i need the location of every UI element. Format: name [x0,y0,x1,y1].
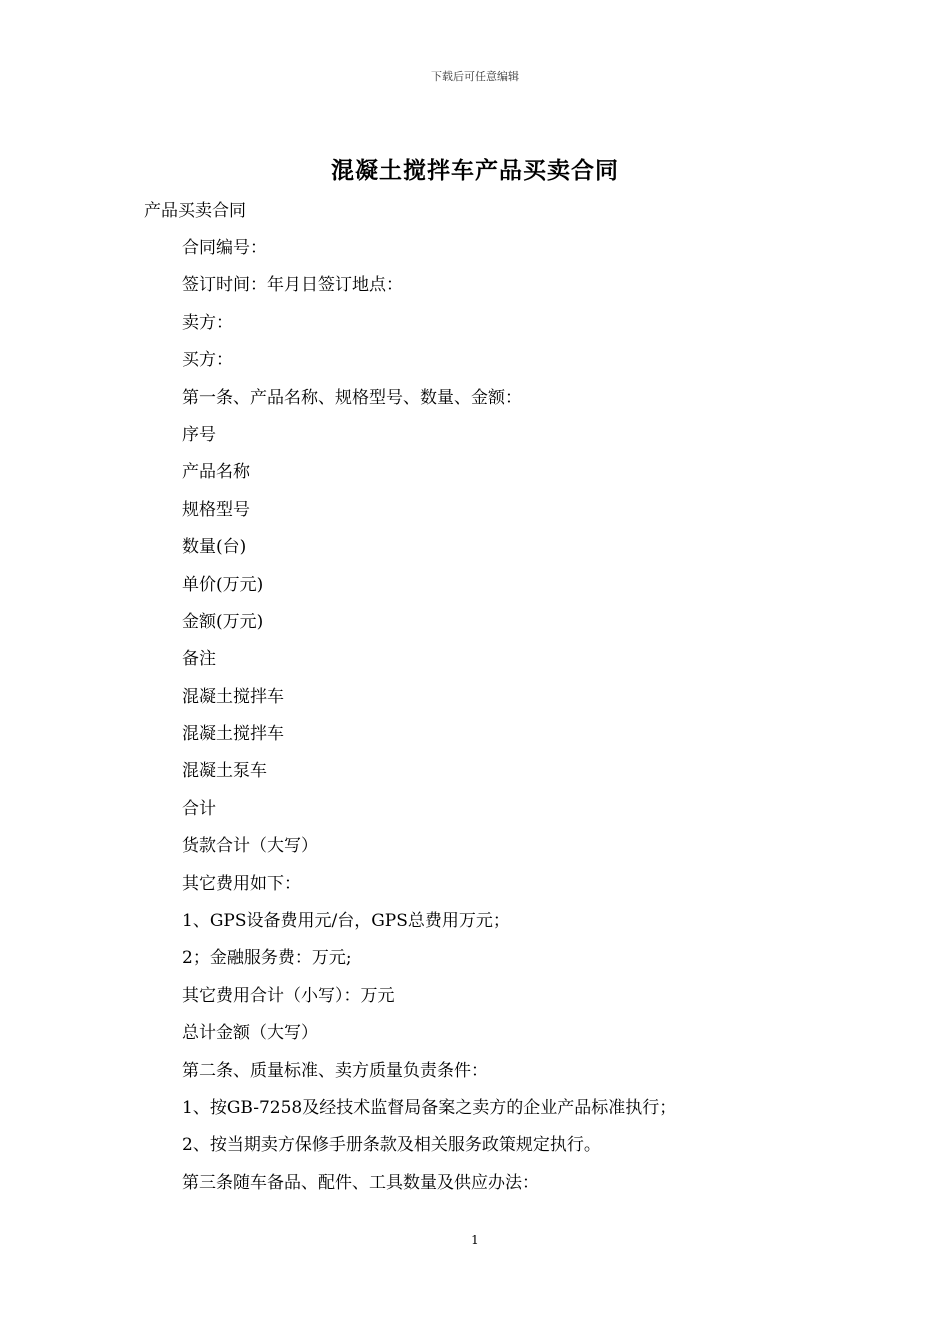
contract-line: 卖方： [182,312,233,333]
contract-line: 2；金融服务费：万元; [182,948,352,969]
contract-line: 总计金额（大写） [182,1023,318,1044]
page-number: 1 [471,1233,479,1247]
contract-line: 规格型号 [182,499,250,520]
contract-line: 混凝土搅拌车 [182,686,284,707]
contract-line: 单价(万元) [182,574,264,595]
contract-line: 序号 [182,424,216,445]
contract-line: 其它费用如下： [182,873,301,894]
contract-line: 合同编号： [182,238,267,258]
header-note: 下载后可任意编辑 [431,70,519,83]
document-subtitle: 产品买卖合同 [144,201,246,221]
contract-line: 第一条、产品名称、规格型号、数量、金额： [182,387,522,408]
contract-line: 混凝土泵车 [182,761,267,782]
contract-line: 1、GPS设备费用元/台，GPS总费用万元； [182,911,510,932]
contract-line: 第二条、质量标准、卖方质量负责条件： [182,1060,488,1081]
contract-line: 货款合计（大写） [182,836,318,857]
contract-line: 数量(台) [182,537,247,558]
contract-body [182,236,822,1208]
contract-line: 备注 [182,649,216,670]
contract-line: 1、按GB-7258及经技术监督局备案之卖方的企业产品标准执行； [182,1097,677,1118]
contract-line: 金额(万元) [182,611,264,632]
document-title: 混凝土搅拌车产品买卖合同 [331,157,619,184]
contract-line: 产品名称 [182,462,250,483]
contract-line: 第三条随车备品、配件、工具数量及供应办法： [182,1172,539,1193]
contract-line: 其它费用合计（小写）：万元 [182,985,395,1006]
contract-line: 合计 [182,798,216,819]
contract-line: 签订时间：年月日签订地点： [182,275,403,296]
contract-line: 混凝土搅拌车 [182,724,284,745]
contract-line: 买方： [182,350,233,371]
contract-line: 2、按当期卖方保修手册条款及相关服务政策规定执行。 [182,1135,601,1156]
